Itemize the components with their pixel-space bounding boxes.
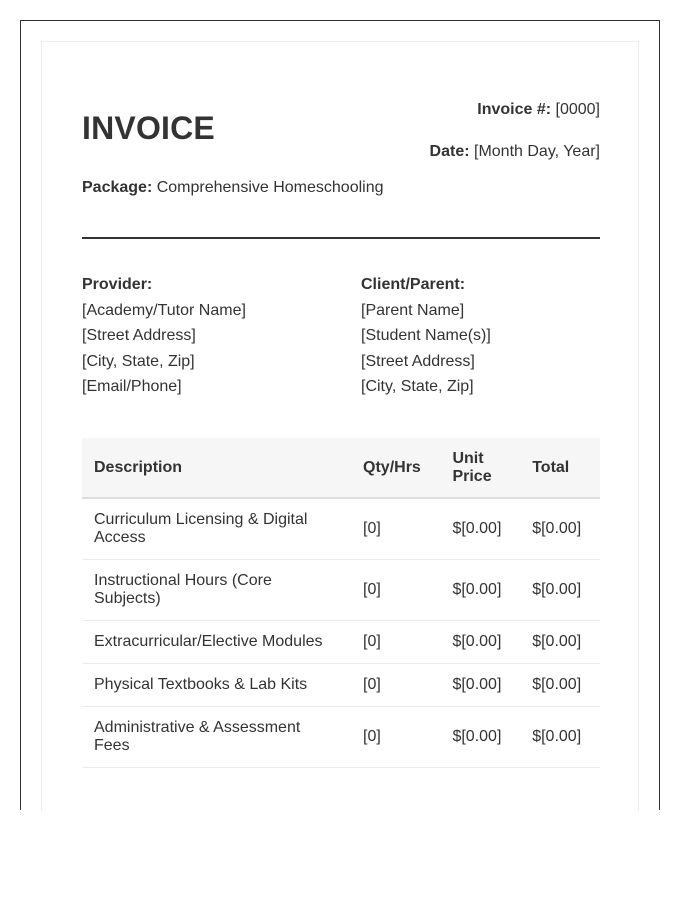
invoice-number-label: Invoice #: [477,101,552,118]
item-total: $[0.00] [520,707,600,768]
item-total: $[0.00] [520,621,600,664]
provider-line: [Street Address] [82,327,196,344]
column-header-description: Description [82,438,351,498]
table-row [82,560,600,621]
provider-line: [City, State, Zip] [82,352,195,370]
invoice-title: INVOICE [82,110,215,146]
line-items-table [82,438,600,768]
item-unit-price: $[0.00] [440,498,520,560]
package-label: Package: [82,179,153,196]
column-header-unit-price: Unit Price [440,438,520,498]
table-row [82,498,600,560]
client-line: [Parent Name] [361,301,465,319]
provider-line: [Email/Phone] [82,378,182,395]
item-qty: [0] [351,560,440,621]
provider-heading: Provider: [82,276,153,293]
item-qty: [0] [351,621,440,664]
client-block [361,272,491,400]
invoice-date-label: Date: [429,143,470,160]
item-total: $[0.00] [520,664,600,707]
provider-block [82,272,246,400]
table-row [82,621,600,664]
column-header-qty: Qty/Hrs [351,438,440,498]
item-total: $[0.00] [520,560,600,621]
item-unit-price: $[0.00] [440,621,520,664]
invoice-date [430,143,600,161]
item-description: Curriculum Licensing & Digital Access [82,498,351,560]
column-header-total: Total [520,438,600,498]
package-value: Comprehensive Homeschooling [156,179,384,196]
item-qty: [0] [351,707,440,768]
table-row [82,664,600,707]
item-description: Physical Textbooks & Lab Kits [82,664,351,707]
table-row [82,707,600,768]
client-heading: Client/Parent: [361,276,466,293]
table-header-row [82,438,600,498]
provider-line: [Academy/Tutor Name] [82,301,246,319]
item-description: Instructional Hours (Core Subjects) [82,560,351,621]
client-line: [City, State, Zip] [361,378,474,395]
item-description: Extracurricular/Elective Modules [82,621,351,664]
invoice-date-value: [Month Day, Year] [474,143,600,160]
item-total: $[0.00] [520,498,600,560]
invoice-number-value: [0000] [555,101,600,118]
item-unit-price: $[0.00] [440,664,520,707]
item-qty: [0] [351,664,440,707]
item-unit-price: $[0.00] [440,560,520,621]
client-line: [Street Address] [361,352,475,370]
item-qty: [0] [351,498,440,560]
invoice-number [477,101,600,119]
item-unit-price: $[0.00] [440,707,520,768]
header-divider [82,237,600,239]
item-description: Administrative & Assessment Fees [82,707,351,768]
client-line: [Student Name(s)] [361,327,491,344]
package-line [82,179,384,197]
